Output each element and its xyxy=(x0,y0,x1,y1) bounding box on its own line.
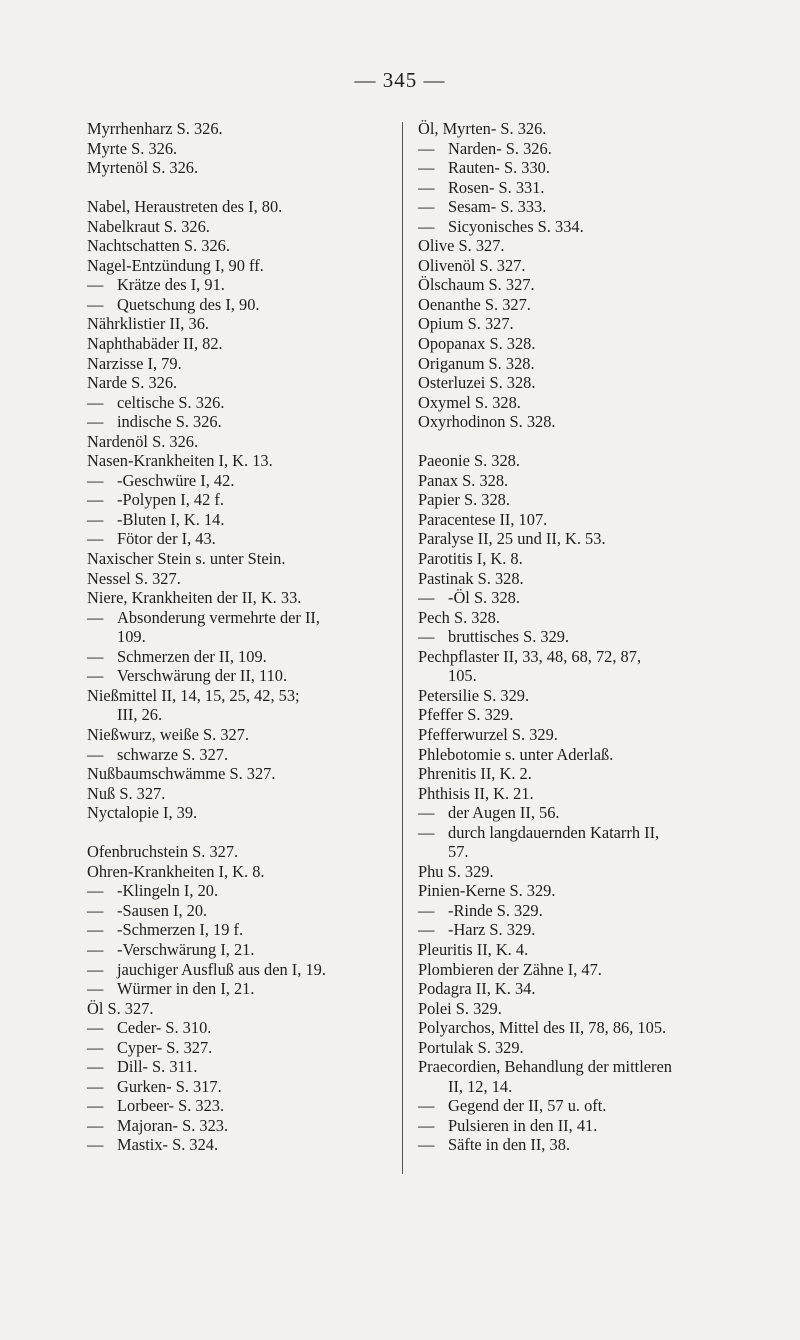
index-entry-continuation: II, 12, 14. xyxy=(448,1076,513,1096)
index-subentry: — Quetschung des I, 90. xyxy=(87,295,392,315)
index-entry: Paeonie S. 328. xyxy=(418,451,520,471)
index-entry: Nachtschatten S. 326. xyxy=(87,236,230,256)
index-entry: Panax S. 328. xyxy=(418,470,509,490)
index-entry: Polei S. 329. xyxy=(418,998,502,1018)
index-subentry: — schwarze S. 327. xyxy=(87,745,392,765)
index-entry: Nyctalopie I, 39. xyxy=(87,803,198,823)
section-gap xyxy=(87,178,392,198)
index-entry: Nabelkraut S. 326. xyxy=(87,216,210,236)
index-column-left xyxy=(87,119,392,1155)
index-entry: Öl S. 327. xyxy=(87,998,154,1018)
index-subentry: — Säfte in den II, 38. xyxy=(418,1135,728,1155)
index-entry: Nießwurz, weiße S. 327. xyxy=(87,724,250,744)
index-entry: Nessel S. 327. xyxy=(87,568,181,588)
index-entry-continuation: 105. xyxy=(448,666,477,686)
column-divider xyxy=(402,122,403,1174)
index-entry: Nießmittel II, 14, 15, 25, 42, 53; xyxy=(87,685,300,705)
index-entry: Phthisis II, K. 21. xyxy=(418,783,534,803)
index-entry: Pech S. 328. xyxy=(418,607,500,627)
index-subentry: — -Rinde S. 329. xyxy=(418,901,728,921)
index-entry: Portulak S. 329. xyxy=(418,1037,524,1057)
index-entry: Paralyse II, 25 und II, K. 53. xyxy=(418,529,606,549)
index-entry: Naxischer Stein s. unter Stein. xyxy=(87,549,286,569)
index-entry: Myrtenöl S. 326. xyxy=(87,158,199,178)
index-entry: Oxymel S. 328. xyxy=(418,392,521,412)
index-entry: Olive S. 327. xyxy=(418,236,505,256)
index-entry: Ölschaum S. 327. xyxy=(418,275,535,295)
index-column-right xyxy=(418,119,728,1155)
index-subentry: — Lorbeer- S. 323. xyxy=(87,1096,392,1116)
index-entry: Nasen-Krankheiten I, K. 13. xyxy=(87,451,273,471)
index-subentry: — Pulsieren in den II, 41. xyxy=(418,1116,728,1136)
index-subentry: — Mastix- S. 324. xyxy=(87,1135,392,1155)
index-entry: Polyarchos, Mittel des II, 78, 86, 105. xyxy=(418,1018,667,1038)
index-entry: Nuß S. 327. xyxy=(87,783,166,803)
index-subentry: — Ceder- S. 310. xyxy=(87,1018,392,1038)
index-entry: Parotitis I, K. 8. xyxy=(418,549,523,569)
index-subentry: — Sesam- S. 333. xyxy=(418,197,728,217)
section-gap xyxy=(418,432,728,452)
index-subentry: — bruttisches S. 329. xyxy=(418,627,728,647)
index-subentry: — celtische S. 326. xyxy=(87,393,392,413)
index-entry: Praecordien, Behandlung der mittleren xyxy=(418,1057,672,1077)
index-entry: Pastinak S. 328. xyxy=(418,568,524,588)
index-subentry: — Dill- S. 311. xyxy=(87,1057,392,1077)
index-subentry: — Verschwärung der II, 110. xyxy=(87,666,392,686)
index-subentry: — Majoran- S. 323. xyxy=(87,1116,392,1136)
index-entry: Narde S. 326. xyxy=(87,373,178,393)
index-entry: Petersilie S. 329. xyxy=(418,685,530,705)
index-entry: Podagra II, K. 34. xyxy=(418,979,536,999)
index-subentry: — Gegend der II, 57 u. oft. xyxy=(418,1096,728,1116)
index-entry: Ofenbruchstein S. 327. xyxy=(87,842,239,862)
index-subentry: — indische S. 326. xyxy=(87,412,392,432)
index-entry: Nährklistier II, 36. xyxy=(87,314,209,334)
index-subentry: — Absonderung vermehrte der II, xyxy=(87,608,392,628)
index-entry: Nabel, Heraustreten des I, 80. xyxy=(87,197,283,217)
index-subentry: — -Klingeln I, 20. xyxy=(87,881,392,901)
index-subentry: — Gurken- S. 317. xyxy=(87,1077,392,1097)
index-subentry: — -Geschwüre I, 42. xyxy=(87,471,392,491)
index-entry: Myrte S. 326. xyxy=(87,138,178,158)
index-entry: Nußbaumschwämme S. 327. xyxy=(87,764,276,784)
index-entry: Opium S. 327. xyxy=(418,314,514,334)
index-entry: Paracentese II, 107. xyxy=(418,509,548,529)
index-entry: Plombieren der Zähne I, 47. xyxy=(418,959,602,979)
index-entry: Narzisse I, 79. xyxy=(87,353,182,373)
index-entry: Osterluzei S. 328. xyxy=(418,373,536,393)
index-subentry: — -Polypen I, 42 f. xyxy=(87,490,392,510)
index-subentry: — Narden- S. 326. xyxy=(418,139,728,159)
index-subentry: — Cyper- S. 327. xyxy=(87,1038,392,1058)
index-subentry: — Rauten- S. 330. xyxy=(418,158,728,178)
index-entry: Naphthabäder II, 82. xyxy=(87,334,223,354)
index-subentry: — -Sausen I, 20. xyxy=(87,901,392,921)
index-subentry: — jauchiger Ausfluß aus den I, 19. xyxy=(87,960,392,980)
index-subentry: — der Augen II, 56. xyxy=(418,803,728,823)
index-entry: Olivenöl S. 327. xyxy=(418,255,526,275)
index-entry-continuation: 57. xyxy=(448,842,469,862)
index-entry: Pechpflaster II, 33, 48, 68, 72, 87, xyxy=(418,646,642,666)
section-gap xyxy=(87,823,392,843)
index-entry: Öl, Myrten- S. 326. xyxy=(418,119,547,138)
index-subentry: — Rosen- S. 331. xyxy=(418,178,728,198)
index-entry: Ohren-Krankheiten I, K. 8. xyxy=(87,861,265,881)
index-entry: Oxyrhodinon S. 328. xyxy=(418,412,556,432)
index-entry: Phu S. 329. xyxy=(418,861,494,881)
index-entry: Pfeffer S. 329. xyxy=(418,705,514,725)
index-subentry: — Fötor der I, 43. xyxy=(87,529,392,549)
index-subentry: — Schmerzen der II, 109. xyxy=(87,647,392,667)
index-entry: Nardenöl S. 326. xyxy=(87,431,199,451)
index-subentry: — durch langdauernden Katarrh II, xyxy=(418,823,728,843)
index-entry: Nagel-Entzündung I, 90 ff. xyxy=(87,255,264,275)
index-entry: Myrrhenharz S. 326. xyxy=(87,119,223,138)
index-subentry: — -Harz S. 329. xyxy=(418,920,728,940)
index-entry: Pinien-Kerne S. 329. xyxy=(418,881,556,901)
index-entry: Origanum S. 328. xyxy=(418,353,535,373)
index-entry: Niere, Krankheiten der II, K. 33. xyxy=(87,588,302,608)
page-number: — 345 — xyxy=(354,68,446,92)
index-subentry: — -Schmerzen I, 19 f. xyxy=(87,920,392,940)
index-entry: Pleuritis II, K. 4. xyxy=(418,939,529,959)
index-entry: Pfefferwurzel S. 329. xyxy=(418,724,558,744)
index-subentry: — -Verschwärung I, 21. xyxy=(87,940,392,960)
index-subentry: — -Öl S. 328. xyxy=(418,588,728,608)
index-entry-continuation: III, 26. xyxy=(117,705,163,725)
index-entry-continuation: 109. xyxy=(117,627,146,647)
index-subentry: — -Bluten I, K. 14. xyxy=(87,510,392,530)
index-entry: Oenanthe S. 327. xyxy=(418,294,531,314)
index-subentry: — Würmer in den I, 21. xyxy=(87,979,392,999)
index-entry: Phlebotomie s. unter Aderlaß. xyxy=(418,744,614,764)
index-subentry: — Sicyonisches S. 334. xyxy=(418,217,728,237)
index-entry: Papier S. 328. xyxy=(418,490,510,510)
index-entry: Opopanax S. 328. xyxy=(418,334,536,354)
index-entry: Phrenitis II, K. 2. xyxy=(418,764,532,784)
index-subentry: — Krätze des I, 91. xyxy=(87,275,392,295)
